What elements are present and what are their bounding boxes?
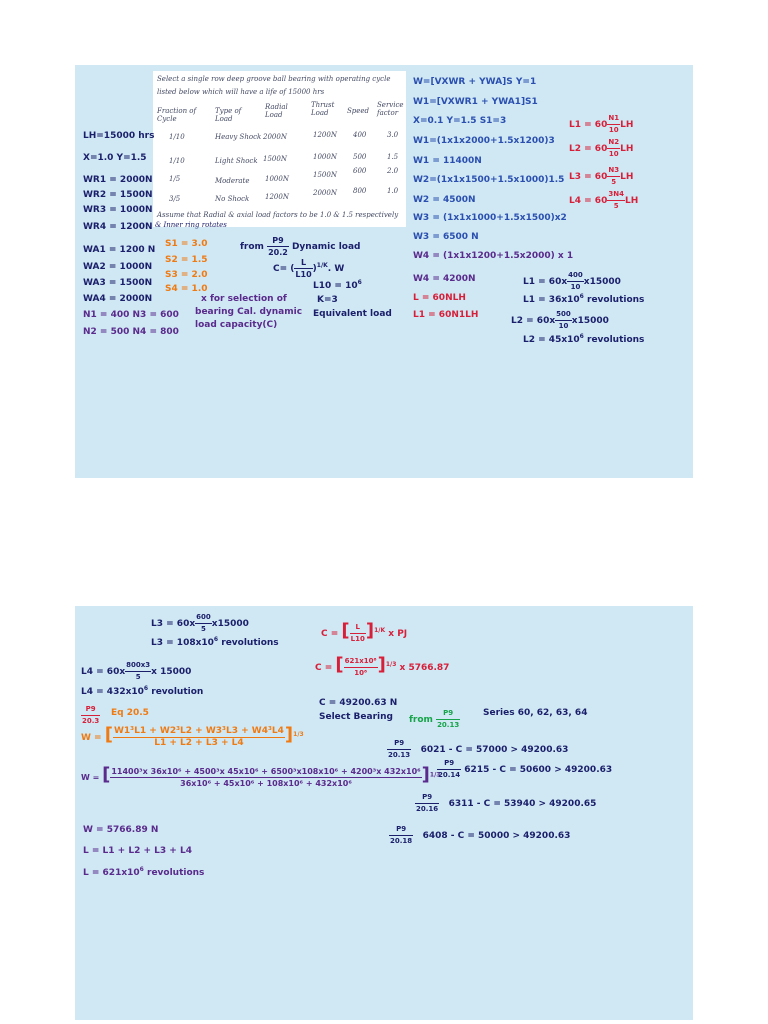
table-cell: 1.0	[387, 187, 399, 195]
service-factor-3: S3 = 2.0	[165, 270, 208, 280]
dynamic-load-label: Dynamic load	[291, 242, 361, 252]
table-cell: 800	[353, 187, 367, 195]
l10-value: $L10 = 10^6$	[313, 279, 362, 291]
table-header: Service factor	[377, 101, 404, 117]
table-cell: 3/5	[169, 195, 181, 203]
problem-note-1: Assume that Radial & axial load factors to be 1.0 & 1.5 respectively	[157, 211, 399, 219]
given-wr4: WR4 = 1200N	[83, 222, 153, 232]
table-cell: Light Shock	[215, 157, 258, 165]
table-header: Thrust Load	[311, 101, 335, 117]
table-cell: 1200N	[313, 131, 337, 139]
table-cell: 1000N	[313, 153, 337, 161]
table-header: Radial Load	[265, 103, 288, 119]
bearing-option: $\frac{P9}{20.16}$ 6311 - C = 53940 > 49200.65	[416, 793, 597, 813]
problem-text-line-2: listed below which will have a life of 15000 hrs	[157, 88, 325, 96]
problem-statement-card	[153, 71, 406, 227]
table-cell: 1000N	[265, 175, 289, 183]
problem-note-2: & Inner ring rotates	[155, 221, 227, 229]
table-header: Fraction of Cycle	[157, 107, 197, 123]
service-factor-4: S4 = 1.0	[165, 284, 208, 294]
table-cell: 2000N	[313, 189, 337, 197]
given-wa1: WA1 = 1200 N	[83, 245, 156, 255]
l-sum: L = L1 + L2 + L3 + L4	[83, 846, 192, 856]
given-wr3: WR3 = 1000N	[83, 205, 153, 215]
w1-result: W1 = 11400N	[413, 156, 482, 166]
l3-result: $L3 = 108x10^6$ revolutions	[151, 636, 279, 648]
service-factor-2: S2 = 1.5	[165, 255, 208, 265]
w1-calc: W1=(1x1x2000+1.5x1200)3	[413, 136, 555, 146]
w-mean-formula: W = [ $\frac{\text{W1³L1 + W2³L2 + W3³L3 + W4³L4}}{L1 + L2 + L3 + L4}$ ]$^{1/3}$	[81, 724, 304, 748]
table-cell: 2000N	[263, 133, 287, 141]
table-cell: 1/10	[169, 133, 185, 141]
c-formula: C= ( $\frac{L}{L10}$ )$^{1/K}$. W	[273, 258, 345, 279]
selection-note-1: x for selection of	[201, 294, 287, 304]
table-cell: 1.5	[387, 153, 399, 161]
w2-calc: W2=(1x1x1500+1.5x1000)1.5	[413, 175, 565, 185]
l4-result: $L4 = 432x10^6$ revolution	[81, 685, 204, 697]
table-cell: 1500N	[313, 171, 337, 179]
given-wr2: WR2 = 1500N	[83, 190, 153, 200]
w1-formula: W1=[VXWR1 + YWA1]S1	[413, 97, 538, 107]
eq-ref: Eq 20.5	[111, 708, 149, 718]
equivalent-load-label: Equivalent load	[313, 309, 392, 319]
c-result: C = 49200.63 N	[319, 698, 398, 708]
given-speeds-1: N1 = 400 N3 = 600	[83, 310, 179, 320]
w3-result: W3 = 6500 N	[413, 232, 479, 242]
pg-ref: $\frac{P9}{20.3}$	[82, 705, 100, 725]
w4-result: W4 = 4200N	[413, 274, 476, 284]
bearing-option: $\frac{P9}{20.14}$ 6215 - C = 50600 > 49200.63	[438, 759, 613, 779]
w-mean-substitution: W = [ 11400³x 36x10⁶ + 4500³x 45x10⁶ + 6500³x108x10⁶ + 4200³x 432x10⁶ 36x10⁶ + 45x10⁶ + 108x10⁶ + 432x10⁶ ]$^{1/3}$	[81, 764, 441, 788]
table-cell: No Shock	[215, 195, 250, 203]
table-cell: Moderate	[215, 177, 250, 185]
table-header: Speed	[347, 107, 370, 115]
given-lh: LH=15000 hrs	[83, 131, 155, 141]
table-header: Type of Load	[215, 107, 242, 123]
table-cell: 1/10	[169, 157, 185, 165]
c-substitution: C = [ $\frac{\text{621x10⁶}}{\text{10⁶}}$ ]$^{1/3}$ x 5766.87	[315, 654, 450, 677]
worksheet-page-2	[75, 606, 693, 1020]
l2-def: L2 = 60 $\frac{N2}{10}$ LH	[569, 138, 634, 158]
given-speeds-2: N2 = 500 N4 = 800	[83, 327, 179, 337]
worksheet-page-1	[75, 65, 693, 478]
l-total: $L = 621x10^6$ revolutions	[83, 866, 205, 878]
from-label: from $\frac{P9}{20.2}$ Dynamic load	[240, 236, 361, 257]
l2-calc: L2 = 60x $\frac{500}{10}$ x15000	[511, 310, 609, 330]
problem-text-line-1: Select a single row deep groove ball bearing with operating cycle	[157, 75, 391, 83]
l1-def: L1 = 60 $\frac{N1}{10}$ LH	[569, 114, 634, 134]
table-cell: 600	[353, 167, 367, 175]
factors-line: X=0.1 Y=1.5 S1=3	[413, 116, 507, 126]
l2-result: $L2 = 45x10^6$ revolutions	[523, 333, 645, 345]
given-xy: X=1.0 Y=1.5	[83, 153, 147, 163]
w3-calc: W3 = (1x1x1000+1.5x1500)x2	[413, 213, 567, 223]
c-formula-2: C = [ $\frac{L}{L10}$ ]$^{1/K}$ x PJ	[321, 620, 408, 643]
series-label: Series 60, 62, 63, 64	[483, 708, 588, 718]
l4-calc: L4 = 60x $\frac{800x3}{5}$ x 15000	[81, 661, 192, 681]
given-wr1: WR1 = 2000N	[83, 175, 153, 185]
table-cell: 500	[353, 153, 367, 161]
table-cell: 2.0	[387, 167, 399, 175]
selection-note-2: bearing Cal. dynamic	[195, 307, 303, 317]
given-wa3: WA3 = 1500N	[83, 278, 153, 288]
l-formula: L = 60NLH	[413, 293, 466, 303]
w-formula: W=[VXWR + YWA]S Y=1	[413, 77, 537, 87]
l3-calc: L3 = 60x $\frac{600}{5}$ x15000	[151, 613, 249, 633]
l3-def: L3 = 60 $\frac{N3}{5}$ LH	[569, 166, 634, 186]
table-cell: 3.0	[387, 131, 399, 139]
l1-calc: L1 = 60x $\frac{400}{10}$ x15000	[523, 271, 621, 291]
table-cell: 1/5	[169, 175, 181, 183]
l1-result: $L1 = 36x10^6$ revolutions	[523, 293, 645, 305]
table-cell: 1500N	[263, 155, 287, 163]
bearing-option: $\frac{P9}{20.13}$ 6021 - C = 57000 > 49200.63	[388, 739, 569, 759]
w2-result: W2 = 4500N	[413, 195, 476, 205]
table-cell: Heavy Shock	[215, 133, 262, 141]
service-factor-1: S1 = 3.0	[165, 239, 208, 249]
selection-note-3: load capacity(C)	[195, 320, 278, 330]
from-label-2: from $\frac{P9}{20.13}$	[409, 709, 460, 729]
l1-formula: L1 = 60N1LH	[413, 310, 479, 320]
table-cell: 400	[353, 131, 367, 139]
k-value: K=3	[317, 295, 338, 305]
select-bearing-label: Select Bearing	[319, 712, 393, 722]
w-mean-result: W = 5766.89 N	[83, 825, 159, 835]
given-wa2: WA2 = 1000N	[83, 262, 153, 272]
table-cell: 1200N	[265, 193, 289, 201]
l4-def: L4 = 60 $\frac{3N4}{5}$ LH	[569, 190, 639, 210]
w4-calc: W4 = (1x1x1200+1.5x2000) x 1	[413, 251, 574, 261]
bearing-option: $\frac{P9}{20.18}$ 6408 - C = 50000 > 49200.63	[390, 825, 571, 845]
given-wa4: WA4 = 2000N	[83, 294, 153, 304]
